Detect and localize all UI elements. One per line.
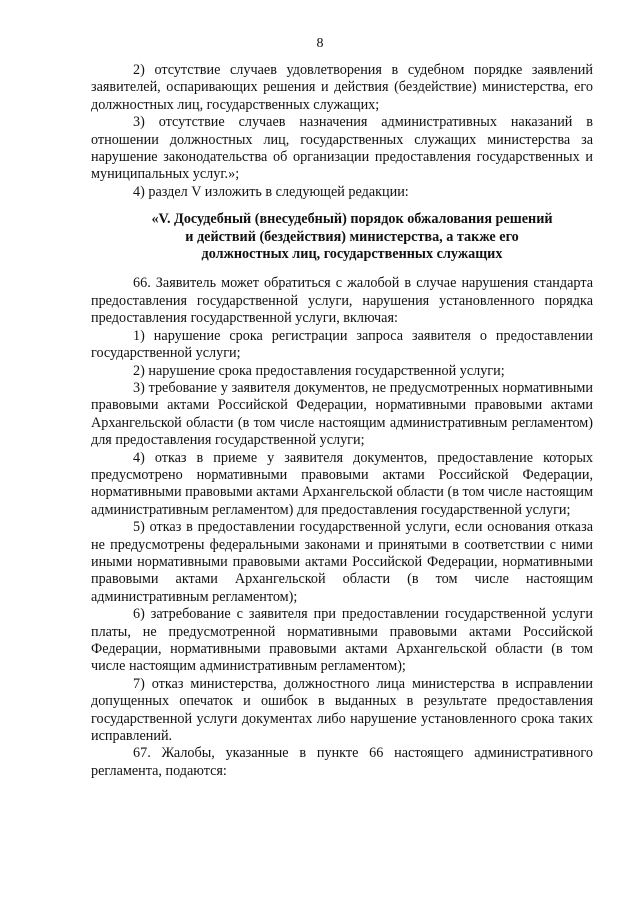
list-item-7: 7) отказ министерства, должностного лица министерства в исправлении допущенных опечаток и ошибок в выданных в результате предоставления государственной услуги документах либо нарушение установленного срока таких исправлений. [91,675,593,745]
document-body [91,62,593,780]
section-heading [91,211,593,263]
paragraph-67: 67. Жалобы, указанные в пункте 66 настоящего административного регламента, подаются: [91,745,593,779]
list-item-5: 5) отказ в предоставлении государственной услуги, если основания отказа не предусмотрены федеральными законами и принятыми в соответствии с ними иными нормативными правовыми актами Российской Федерации, нормативными правовыми актами Архангельской области (в том числе настоящим административным регламентом); [91,519,593,605]
section-heading-line: и действий (бездействия) министерства, а также его [185,228,519,245]
page-number: 8 [316,36,324,51]
paragraph-66: 66. Заявитель может обратиться с жалобой в случае нарушения стандарта предоставления государственной услуги, нарушения установленного порядка предоставления государственной услуги, включая: [91,275,593,327]
section-heading-line: должностных лиц, государственных служащих [201,246,503,263]
list-item-1: 1) нарушение срока регистрации запроса заявителя о предоставлении государственной услуги; [91,327,593,362]
paragraph-item-2: 2) отсутствие случаев удовлетворения в судебном порядке заявлений заявителей, оспаривающих решения и действия (бездействие) министерства, его должностных лиц, государственных служащих; [91,62,593,113]
list-item-2: 2) нарушение срока предоставления государственной услуги; [133,362,505,379]
paragraph-item-4: 4) раздел V изложить в следующей редакции: [133,183,409,200]
list-item-4: 4) отказ в приеме у заявителя документов, предоставление которых предусмотрено нормативными правовыми актами Российской Федерации, нормативными правовыми актами Архангельской области (в том числе настоящим административным регламентом) для предоставления государственной услуги; [91,449,593,518]
paragraph-item-3: 3) отсутствие случаев назначения административных наказаний в отношении должностных лиц, государственных служащих министерства за нарушение законодательства об организации предоставления государственных и муниципальных услуг.»; [91,114,593,183]
list-item-6: 6) затребование с заявителя при предоставлении государственной услуги платы, не предусмотренной нормативными правовыми актами Российской Федерации, нормативными правовыми актами Архангельской области (в том числе настоящим административным регламентом); [91,606,593,675]
list-item-3: 3) требование у заявителя документов, не предусмотренных нормативными правовыми актами Российской Федерации, нормативными правовыми актами Архангельской области (в том числе настоящим административным регламентом) для предоставления государственной услуги; [91,379,593,449]
section-heading-line: «V. Досудебный (внесудебный) порядок обжалования решений [151,211,553,228]
